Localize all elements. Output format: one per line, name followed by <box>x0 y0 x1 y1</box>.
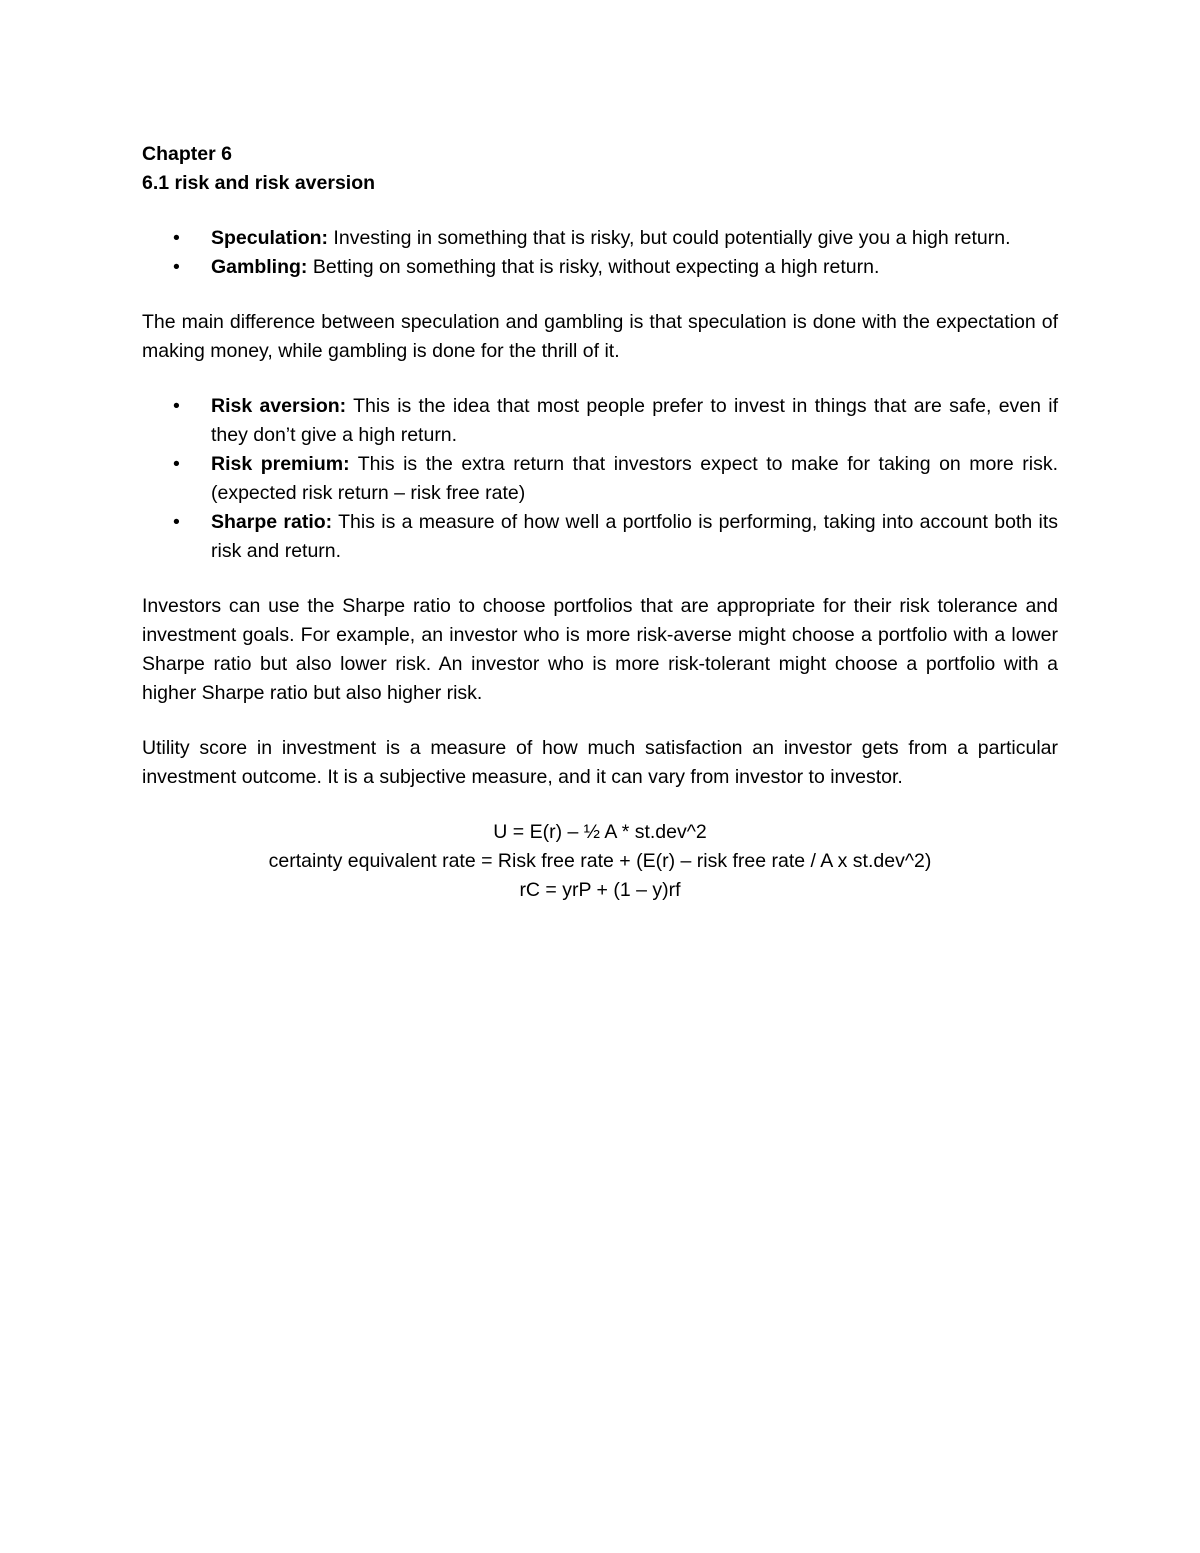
list-item <box>142 253 1058 282</box>
formula-block <box>142 818 1058 905</box>
term-definition: This is the extra return that investors expect to make for taking on more risk. (expected risk return – risk free rate) <box>211 453 1058 504</box>
term-definition: Investing in something that is risky, but could potentially give you a high return. <box>328 227 1011 249</box>
formula-utility: U = E(r) – ½ A * st.dev^2 <box>493 821 707 843</box>
list-item <box>142 224 1058 253</box>
bullet-icon: • <box>173 256 180 278</box>
list-item <box>142 508 1058 566</box>
term-definition: Betting on something that is risky, without expecting a high return. <box>307 256 880 278</box>
paragraph-sharpe-ratio: Investors can use the Sharpe ratio to choose portfolios that are appropriate for their risk tolerance and investment goals. For example, an investor who is more risk-averse might choose a portfolio with a lower Sharpe ratio but also lower risk. An investor who is more risk-tolerant might choose a portfolio with a higher Sharpe ratio but also higher risk. <box>142 595 1058 704</box>
term-definition: This is the idea that most people prefer to invest in things that are safe, even if they don’t give a high return. <box>211 395 1059 446</box>
bullet-icon: • <box>173 511 180 533</box>
paragraph-utility-score: Utility score in investment is a measure of how much satisfaction an investor gets from a particular investment outcome. It is a subjective measure, and it can vary from investor to investor. <box>142 737 1058 788</box>
bullet-icon: • <box>173 453 180 475</box>
chapter-title: Chapter 6 <box>142 143 232 165</box>
formula-complete-portfolio: rC = yrP + (1 – y)rf <box>519 879 681 901</box>
document-body <box>142 140 1058 905</box>
definition-list-1 <box>142 224 1058 282</box>
term-label: Speculation: <box>211 227 329 249</box>
term-definition: This is a measure of how well a portfolio is performing, taking into account both its risk and return. <box>211 511 1058 562</box>
definition-list-2 <box>142 392 1058 566</box>
bullet-icon: • <box>173 395 180 417</box>
list-item <box>142 392 1058 450</box>
section-title: 6.1 risk and risk aversion <box>142 172 376 194</box>
term-label: Risk aversion: <box>211 395 347 417</box>
formula-certainty-equivalent: certainty equivalent rate = Risk free rate + (E(r) – risk free rate / A x st.dev^2) <box>268 850 932 872</box>
list-item <box>142 450 1058 508</box>
term-label: Risk premium: <box>211 453 350 475</box>
term-label: Sharpe ratio: <box>211 511 333 533</box>
bullet-icon: • <box>173 227 180 249</box>
term-label: Gambling: <box>211 256 308 278</box>
paragraph-speculation-vs-gambling: The main difference between speculation and gambling is that speculation is done with the expectation of making money, while gambling is done for the thrill of it. <box>142 311 1058 362</box>
